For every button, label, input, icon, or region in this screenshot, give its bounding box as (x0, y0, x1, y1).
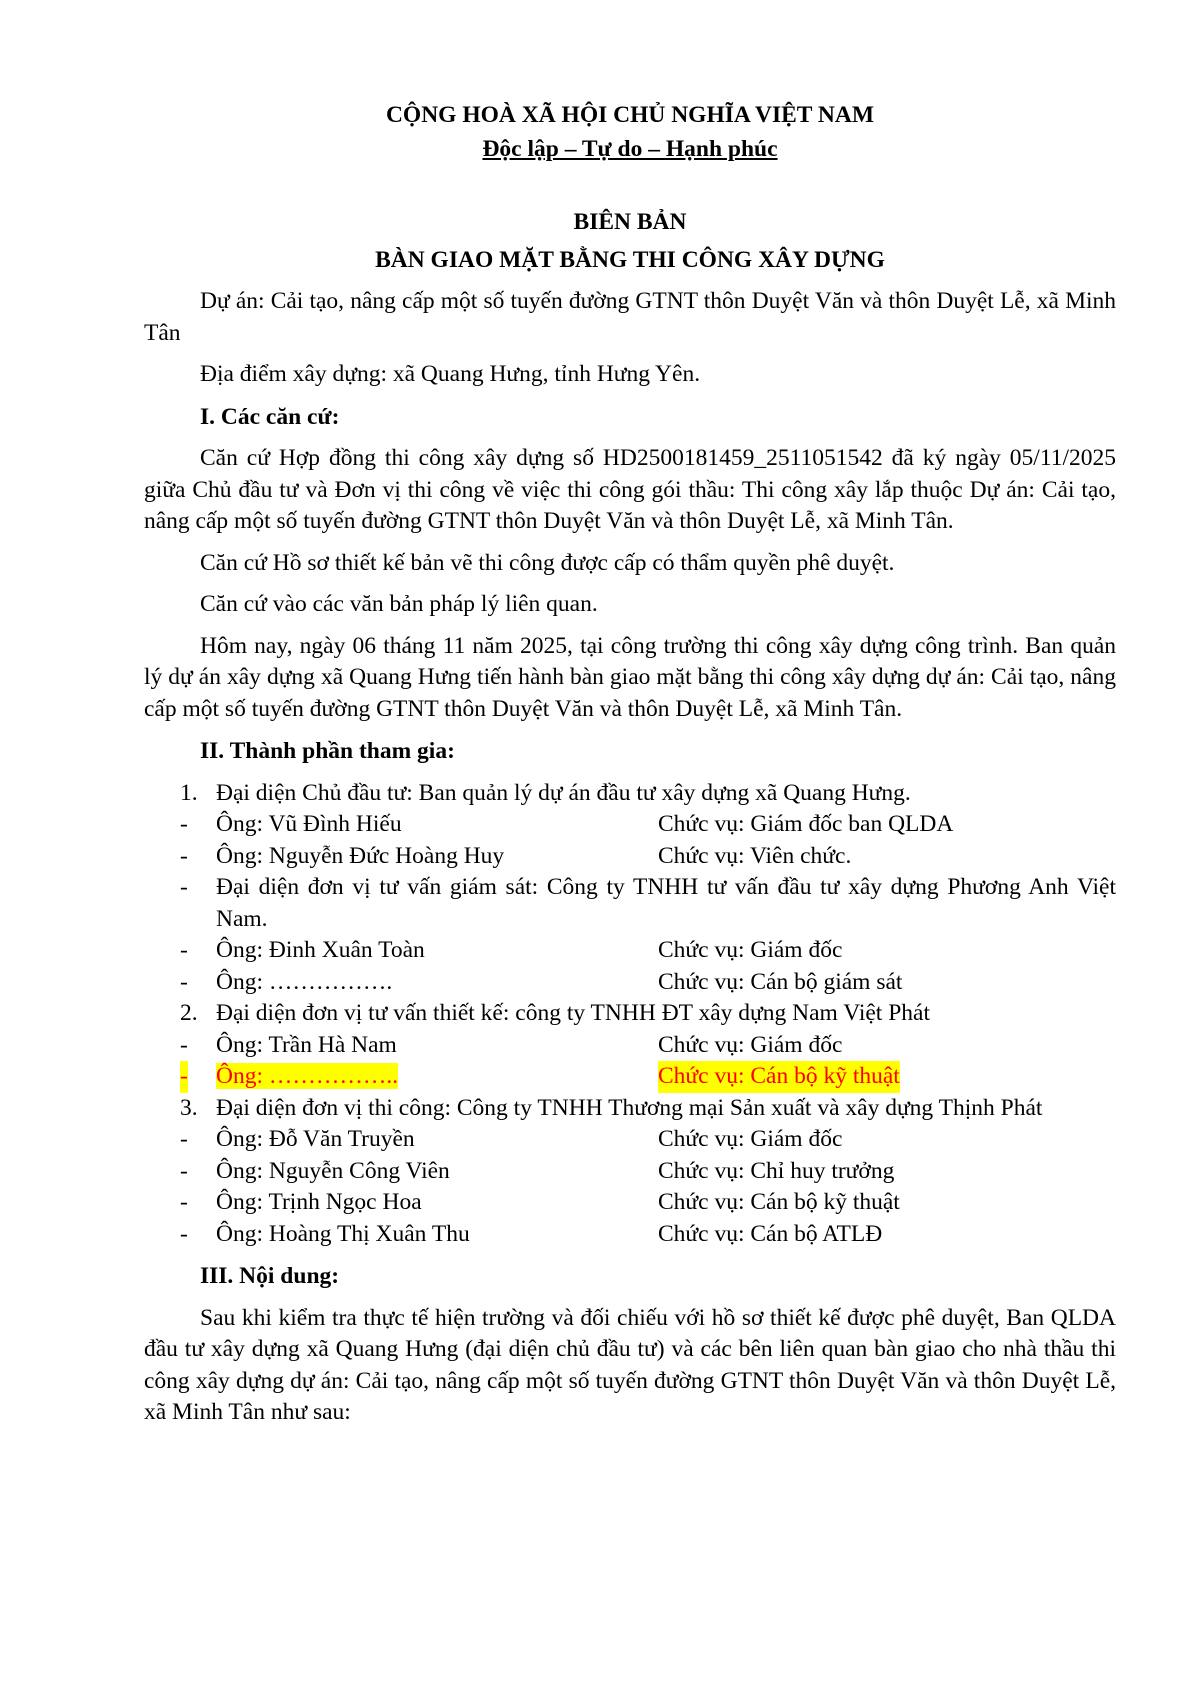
list-item: 2. Đại diện đơn vị tư vấn thiết kế: công ty TNHH ĐT xây dựng Nam Việt Phát (144, 998, 1116, 1030)
list-item: - Ông: ……………. Chức vụ: Cán bộ giám sát (180, 968, 903, 995)
section-3-heading: III. Nội dung: (200, 1263, 340, 1289)
project-paragraph: Dự án: Cải tạo, nâng cấp một số tuyến đường GTNT thôn Duyệt Văn và thôn Duyệt Lễ, xã Minh Tân (144, 288, 1116, 346)
section-2-heading: II. Thành phần tham gia: (200, 738, 455, 764)
document-title: BIÊN BẢN (573, 209, 687, 235)
list-item: - Ông: Nguyễn Đức Hoàng Huy Chức vụ: Viên chức. (180, 842, 852, 869)
national-motto: Độc lập – Tự do – Hạnh phúc (482, 135, 778, 162)
section-1-heading: I. Các căn cứ: (200, 403, 340, 430)
list-item: - Ông: Hoàng Thị Xuân Thu Chức vụ: Cán bộ ATLĐ (180, 1220, 883, 1247)
basis-paragraph-design: Căn cứ Hồ sơ thiết kế bản vẽ thi công được cấp có thẩm quyền phê duyệt. (200, 549, 895, 576)
list-item: - Ông: Nguyễn Công Viên Chức vụ: Chỉ huy trưởng (180, 1157, 895, 1184)
today-paragraph: Hôm nay, ngày 06 tháng 11 năm 2025, tại công trường thi công xây dựng công trình. Ban quản lý dự án xây dựng xã Quang Hưng tiến hành bàn giao mặt bằng thi công xây dựng dự án: Cải tạo, nâng cấp một số tuyến đường GTNT thôn Duyệt Văn và thôn Duyệt Lễ, xã Minh Tân. (144, 632, 1116, 722)
document-subtitle: BÀN GIAO MẶT BẰNG THI CÔNG XÂY DỰNG (375, 246, 885, 273)
content-paragraph: Sau khi kiểm tra thực tế hiện trường và đối chiếu với hồ sơ thiết kế được phê duyệt, Ban QLDA đầu tư xây dựng xã Quang Hưng (đại diện chủ đầu tư) và các bên liên quan bàn giao cho nhà thầu thi công xây dựng dự án: Cải tạo, nâng cấp một số tuyến đường GTNT thôn Duyệt Văn và thôn Duyệt Lễ, xã Minh Tân như sau: (144, 1304, 1116, 1425)
highlighted-role: Chức vụ: Cán bộ kỹ thuật (658, 1061, 900, 1093)
list-item: 3. Đại diện đơn vị thi công: Công ty TNHH Thương mại Sản xuất và xây dựng Thịnh Phát (144, 1093, 1116, 1125)
highlighted-name: Ông: …………….. (216, 1063, 399, 1089)
list-number: 3. (180, 1094, 198, 1121)
participants-list (144, 778, 1116, 1251)
document-body (144, 100, 1116, 1429)
location-paragraph: Địa điểm xây dựng: xã Quang Hưng, tỉnh Hưng Yên. (200, 361, 701, 387)
list-item: - Ông: Vũ Đình Hiếu Chức vụ: Giám đốc ban QLDA (180, 811, 954, 837)
basis-paragraph-legal: Căn cứ vào các văn bản pháp lý liên quan. (200, 591, 598, 617)
list-item: - Ông: Trần Hà Nam Chức vụ: Giám đốc (180, 1031, 843, 1058)
highlighted-list-item: - Ông: …………….. Chức vụ: Cán bộ kỹ thuật (144, 1061, 1116, 1093)
list-item: - Ông: Đỗ Văn Truyền Chức vụ: Giám đốc (180, 1126, 843, 1152)
national-title: CỘNG HOÀ XÃ HỘI CHỦ NGHĨA VIỆT NAM (385, 102, 875, 128)
list-item: 1. Đại diện Chủ đầu tư: Ban quản lý dự án đầu tư xây dựng xã Quang Hưng. (144, 778, 1116, 810)
list-item: - Ông: Trịnh Ngọc Hoa Chức vụ: Cán bộ kỹ thuật (180, 1189, 900, 1215)
list-item: - Đại diện đơn vị tư vấn giám sát: Công ty TNHH tư vấn đầu tư xây dựng Phương Anh Việt Nam. (180, 874, 1116, 932)
list-number: 1. (180, 779, 198, 806)
list-item: - Ông: Đinh Xuân Toàn Chức vụ: Giám đốc (180, 937, 843, 963)
list-number: 2. (180, 1000, 198, 1026)
basis-paragraph-contract: Căn cứ Hợp đồng thi công xây dựng số HD2500181459_2511051542 đã ký ngày 05/11/2025 giữa Chủ đầu tư và Đơn vị thi công về việc thi công gói thầu: Thi công xây lắp thuộc Dự án: Cải tạo, nâng cấp một số tuyến đường GTNT thôn Duyệt Văn và thôn Duyệt Lễ, xã Minh Tân. (144, 445, 1116, 534)
